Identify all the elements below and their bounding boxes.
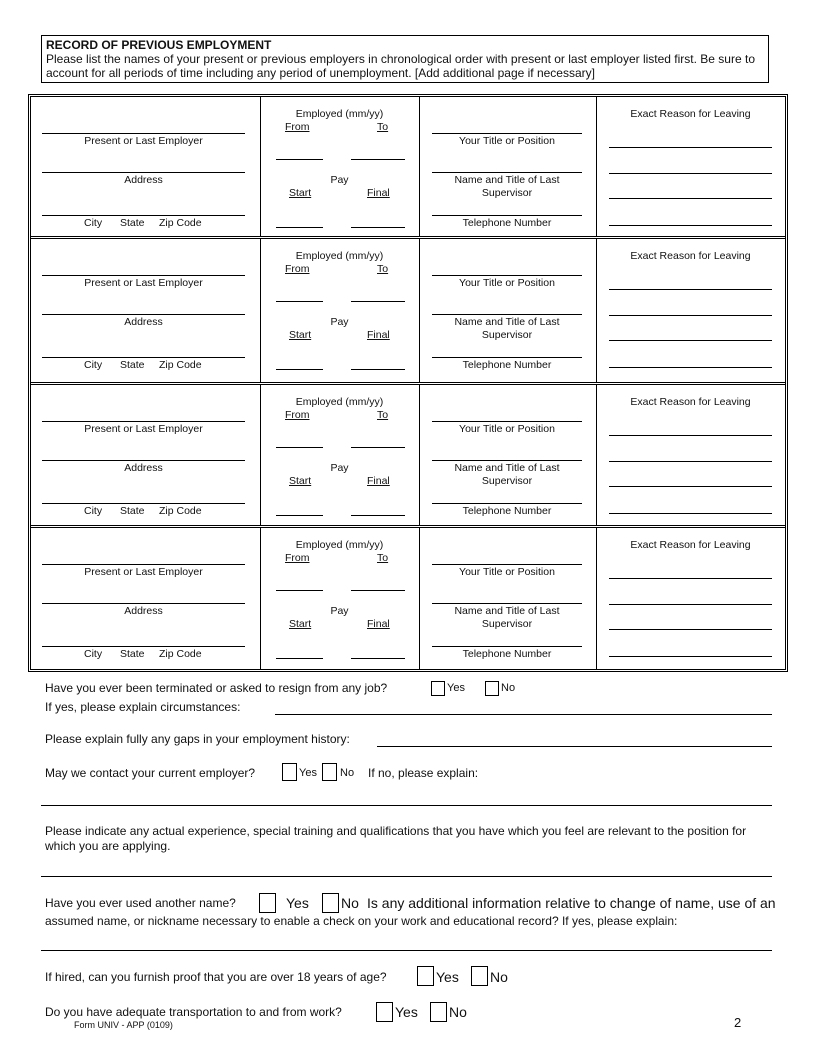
final-pay-line[interactable] xyxy=(351,227,405,228)
contact-no-label: No xyxy=(340,767,355,779)
employment-block xyxy=(31,385,785,528)
supervisor-label: Name and Title of Last Supervisor xyxy=(454,605,560,630)
start-label: Start xyxy=(289,475,312,487)
title-line[interactable] xyxy=(432,275,582,276)
employer-label: Present or Last Employer xyxy=(84,566,203,578)
telephone-line[interactable] xyxy=(432,357,582,358)
reason-line[interactable] xyxy=(609,225,772,226)
age-yes-label: Yes xyxy=(436,969,459,985)
supervisor-line[interactable] xyxy=(432,314,582,315)
other-name-no-checkbox[interactable] xyxy=(322,893,339,913)
other-name-question: Have you ever used another name? xyxy=(45,896,236,910)
age-question: If hired, can you furnish proof that you are over 18 years of age? xyxy=(45,970,387,984)
supervisor-label: Name and Title of Last Supervisor xyxy=(454,316,560,341)
start-pay-line[interactable] xyxy=(276,658,323,659)
employer-line[interactable] xyxy=(42,133,245,134)
city-state-zip-line[interactable] xyxy=(42,503,245,504)
reason-line[interactable] xyxy=(609,578,772,579)
title-label: Your Title or Position xyxy=(459,566,555,578)
city-state-zip-line[interactable] xyxy=(42,357,245,358)
address-line[interactable] xyxy=(42,172,245,173)
final-label: Final xyxy=(367,618,390,630)
gaps-line[interactable] xyxy=(377,746,772,747)
city-label: City xyxy=(84,648,103,660)
employed-label: Employed (mm/yy) xyxy=(295,108,384,120)
start-pay-line[interactable] xyxy=(276,227,323,228)
supervisor-line[interactable] xyxy=(432,172,582,173)
other-name-yes-checkbox[interactable] xyxy=(259,893,276,913)
section-header xyxy=(41,35,769,83)
terminated-no-label: No xyxy=(501,682,516,694)
from-date-line[interactable] xyxy=(276,590,323,591)
reason-line[interactable] xyxy=(609,629,772,630)
city-state-zip-line[interactable] xyxy=(42,215,245,216)
page-number: 2 xyxy=(734,1015,742,1030)
column-divider xyxy=(419,239,420,382)
final-label: Final xyxy=(367,187,390,199)
column-divider xyxy=(419,97,420,236)
other-name-no-label: No xyxy=(341,895,359,911)
reason-label: Exact Reason for Leaving xyxy=(630,396,751,408)
other-name-info-continued: assumed name, or nickname necessary to enable a check on your work and educational record? If yes, please explain: xyxy=(45,914,678,928)
reason-label: Exact Reason for Leaving xyxy=(630,108,751,120)
from-label: From xyxy=(285,263,310,275)
contact-explain-label: If no, please explain: xyxy=(368,766,479,780)
address-label: Address xyxy=(124,462,163,474)
final-pay-line[interactable] xyxy=(351,369,405,370)
contact-question: May we contact your current employer? xyxy=(45,766,256,780)
final-pay-line[interactable] xyxy=(351,658,405,659)
employer-label: Present or Last Employer xyxy=(84,135,203,147)
employment-block xyxy=(31,97,785,239)
transport-yes-checkbox[interactable] xyxy=(376,1002,393,1022)
reason-line[interactable] xyxy=(609,461,772,462)
reason-line[interactable] xyxy=(609,435,772,436)
age-no-label: No xyxy=(490,969,508,985)
to-date-line[interactable] xyxy=(351,301,405,302)
employment-block xyxy=(31,528,785,669)
reason-line[interactable] xyxy=(609,656,772,657)
to-label: To xyxy=(377,121,389,133)
contact-explain-line[interactable] xyxy=(41,805,772,806)
reason-line[interactable] xyxy=(609,604,772,605)
reason-line[interactable] xyxy=(609,289,772,290)
from-date-line[interactable] xyxy=(276,447,323,448)
section-title: RECORD OF PREVIOUS EMPLOYMENT xyxy=(46,38,272,52)
form-id: Form UNIV - APP (0109) xyxy=(74,1020,173,1030)
to-date-line[interactable] xyxy=(351,590,405,591)
address-line[interactable] xyxy=(42,314,245,315)
reason-line[interactable] xyxy=(609,173,772,174)
from-label: From xyxy=(285,552,310,564)
to-label: To xyxy=(377,409,389,421)
from-label: From xyxy=(285,121,310,133)
final-pay-line[interactable] xyxy=(351,515,405,516)
explain-circumstances-label: If yes, please explain circumstances: xyxy=(45,700,241,714)
employer-line[interactable] xyxy=(42,275,245,276)
column-divider xyxy=(419,528,420,669)
title-label: Your Title or Position xyxy=(459,277,555,289)
reason-label: Exact Reason for Leaving xyxy=(630,539,751,551)
city-label: City xyxy=(84,359,103,371)
address-line[interactable] xyxy=(42,460,245,461)
pay-label: Pay xyxy=(330,462,349,474)
title-label: Your Title or Position xyxy=(459,423,555,435)
telephone-line[interactable] xyxy=(432,646,582,647)
state-label: State xyxy=(120,217,145,229)
telephone-label: Telephone Number xyxy=(462,217,552,229)
city-label: City xyxy=(84,505,103,517)
telephone-label: Telephone Number xyxy=(462,359,552,371)
reason-line[interactable] xyxy=(609,486,772,487)
to-label: To xyxy=(377,552,389,564)
state-label: State xyxy=(120,359,145,371)
telephone-line[interactable] xyxy=(432,215,582,216)
zip-label: Zip Code xyxy=(159,359,202,371)
reason-line[interactable] xyxy=(609,315,772,316)
reason-line[interactable] xyxy=(609,198,772,199)
reason-line[interactable] xyxy=(609,147,772,148)
transport-no-label: No xyxy=(449,1004,467,1020)
terminated-yes-label: Yes xyxy=(447,682,465,694)
zip-label: Zip Code xyxy=(159,648,202,660)
title-label: Your Title or Position xyxy=(459,135,555,147)
address-label: Address xyxy=(124,605,163,617)
explain-circumstances-line[interactable] xyxy=(275,714,772,715)
employment-grid xyxy=(28,94,788,672)
from-date-line[interactable] xyxy=(276,159,323,160)
telephone-label: Telephone Number xyxy=(462,648,552,660)
reason-label: Exact Reason for Leaving xyxy=(630,250,751,262)
city-label: City xyxy=(84,217,103,229)
start-label: Start xyxy=(289,618,312,630)
address-line[interactable] xyxy=(42,603,245,604)
reason-line[interactable] xyxy=(609,513,772,514)
supervisor-line[interactable] xyxy=(432,460,582,461)
pay-label: Pay xyxy=(330,605,349,617)
employer-line[interactable] xyxy=(42,421,245,422)
section-instructions: Please list the names of your present or previous employers in chronological order with present or last employer listed first. Be sure to account for all periods of time including any period of unemployment. [Add additional page if necessary] xyxy=(46,52,755,80)
transport-no-checkbox[interactable] xyxy=(430,1002,447,1022)
final-label: Final xyxy=(367,475,390,487)
contact-yes-label: Yes xyxy=(299,767,317,779)
final-label: Final xyxy=(367,329,390,341)
pay-label: Pay xyxy=(330,316,349,328)
age-no-checkbox[interactable] xyxy=(471,966,488,986)
start-label: Start xyxy=(289,187,312,199)
telephone-line[interactable] xyxy=(432,503,582,504)
reason-line[interactable] xyxy=(609,340,772,341)
state-label: State xyxy=(120,505,145,517)
to-label: To xyxy=(377,263,389,275)
supervisor-line[interactable] xyxy=(432,603,582,604)
address-label: Address xyxy=(124,316,163,328)
supervisor-label: Name and Title of Last Supervisor xyxy=(454,174,560,199)
transport-question: Do you have adequate transportation to and from work? xyxy=(45,1005,342,1019)
to-date-line[interactable] xyxy=(351,159,405,160)
city-state-zip-line[interactable] xyxy=(42,646,245,647)
telephone-label: Telephone Number xyxy=(462,505,552,517)
contact-yes-checkbox[interactable] xyxy=(282,763,297,781)
title-line[interactable] xyxy=(432,421,582,422)
reason-line[interactable] xyxy=(609,367,772,368)
pay-label: Pay xyxy=(330,174,349,186)
to-date-line[interactable] xyxy=(351,447,405,448)
gaps-label: Please explain fully any gaps in your employment history: xyxy=(45,732,350,746)
other-name-explain-line[interactable] xyxy=(41,950,772,951)
start-pay-line[interactable] xyxy=(276,369,323,370)
employed-label: Employed (mm/yy) xyxy=(295,396,384,408)
employment-block xyxy=(31,239,785,385)
state-label: State xyxy=(120,648,145,660)
employer-label: Present or Last Employer xyxy=(84,277,203,289)
employer-line[interactable] xyxy=(42,564,245,565)
address-label: Address xyxy=(124,174,163,186)
employed-label: Employed (mm/yy) xyxy=(295,250,384,262)
title-line[interactable] xyxy=(432,133,582,134)
start-pay-line[interactable] xyxy=(276,515,323,516)
employer-label: Present or Last Employer xyxy=(84,423,203,435)
from-date-line[interactable] xyxy=(276,301,323,302)
other-name-yes-label: Yes xyxy=(286,895,309,911)
experience-question: Please indicate any actual experience, special training and qualifications that you have which you feel are relevant to the position for which you are applying. xyxy=(45,824,747,853)
from-label: From xyxy=(285,409,310,421)
other-name-info: Is any additional information relative to change of name, use of an xyxy=(367,895,776,911)
zip-label: Zip Code xyxy=(159,505,202,517)
experience-line[interactable] xyxy=(41,876,772,877)
employed-label: Employed (mm/yy) xyxy=(295,539,384,551)
zip-label: Zip Code xyxy=(159,217,202,229)
terminated-question: Have you ever been terminated or asked to resign from any job? xyxy=(45,681,388,695)
age-yes-checkbox[interactable] xyxy=(417,966,434,986)
column-divider xyxy=(419,385,420,525)
terminated-no-checkbox[interactable] xyxy=(485,681,499,696)
contact-no-checkbox[interactable] xyxy=(322,763,337,781)
transport-yes-label: Yes xyxy=(395,1004,418,1020)
title-line[interactable] xyxy=(432,564,582,565)
terminated-yes-checkbox[interactable] xyxy=(431,681,445,696)
supervisor-label: Name and Title of Last Supervisor xyxy=(454,462,560,487)
start-label: Start xyxy=(289,329,312,341)
